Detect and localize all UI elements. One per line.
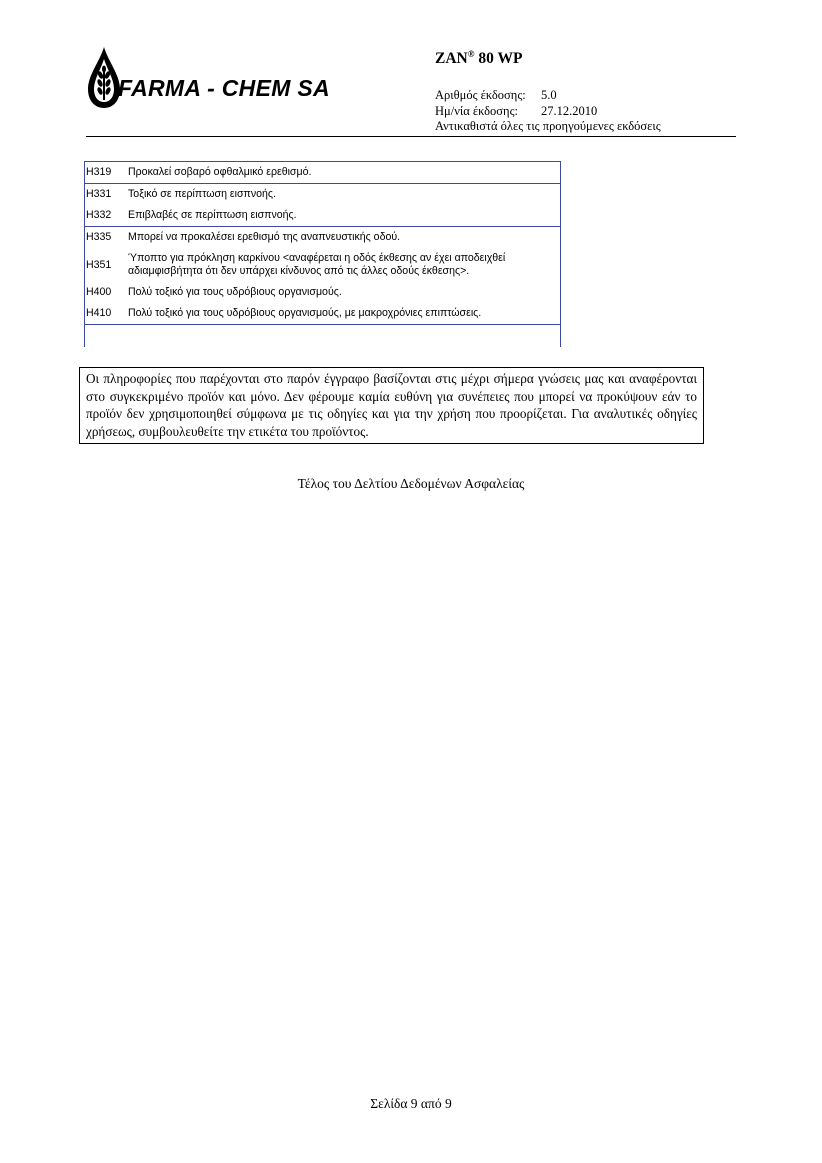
hazard-text: Ύποπτο για πρόκληση καρκίνου <αναφέρεται η οδός έκθεσης αν έχει αποδειχθεί αδιαμφισβήτητα ότι δεν υπάρχει κίνδυνος από τις άλλες οδούς έκθεσης>.	[128, 252, 506, 277]
table-row	[84, 303, 560, 325]
end-of-document-text: Τέλος του Δελτίου Δεδομένων Ασφαλείας	[297, 476, 525, 491]
table-row	[84, 227, 560, 249]
product-name: ZAN	[435, 50, 468, 68]
table-row	[84, 248, 560, 282]
hazard-code: H335	[86, 231, 112, 243]
hazard-text: Πολύ τοξικό για τους υδρόβιους οργανισμούς.	[128, 286, 342, 298]
date-value: 27.12.2010	[541, 103, 598, 118]
hazard-text: Προκαλεί σοβαρό οφθαλμικό ερεθισμό.	[126, 162, 560, 184]
supersedes-note: Αντικαθιστά όλες τις προηγούμενες εκδόσεις	[435, 119, 661, 133]
company-name: FARMA - CHEM SA	[118, 75, 330, 101]
hazard-text: Τοξικό σε περίπτωση εισπνοής.	[128, 188, 276, 200]
header-divider	[86, 136, 736, 137]
revision-value: 5.0	[541, 88, 557, 102]
registered-mark: ®	[467, 49, 475, 59]
date-label: Ημ/νία έκδοσης:	[435, 103, 519, 118]
hazard-text: Μπορεί να προκαλέσει ερεθισμό της αναπνευστικής οδού.	[128, 231, 401, 243]
company-logo	[84, 45, 334, 113]
hazard-code: H351	[86, 258, 112, 271]
revision-row	[435, 88, 661, 104]
disclaimer-box: Οι πληροφορίες που παρέχονται στο παρόν έγγραφο βασίζονται στις μέχρι σήμερα γνώσεις μας και αναφέρονται στο συγκεκριμένο προϊόν και μόνο. Δεν φέρουμε καμία ευθύνη για συνέπειες που μπορεί να προκύψουν εάν το προϊόν δεν χρησιμοποιηθεί σύμφωνα με τις οδηγίες και για την χρήση που προορίζεται. Για αναλυτικές οδηγίες χρήσεως, συμβουλευθείτε την ετικέτα του προϊόντος.	[79, 367, 704, 444]
revision-label: Αριθμός έκδοσης:	[435, 88, 526, 102]
hazard-code: H332	[84, 205, 126, 227]
hazard-code: H331	[86, 188, 112, 200]
date-row	[435, 104, 661, 120]
hazard-code: H319	[84, 162, 126, 184]
table-row	[84, 184, 560, 206]
hazard-code: H400	[86, 286, 112, 298]
hazard-statements-table	[84, 161, 560, 325]
table-row	[84, 162, 560, 184]
hazard-text: Επιβλαβές σε περίπτωση εισπνοής.	[126, 205, 560, 227]
table-row	[84, 205, 560, 227]
product-title	[435, 49, 522, 68]
table-row	[84, 282, 560, 303]
document-meta	[435, 88, 661, 135]
page-number: Σελίδα 9 από 9	[370, 1096, 452, 1111]
product-suffix: 80 WP	[478, 50, 523, 68]
hazard-code: H410	[84, 303, 126, 325]
hazard-text: Πολύ τοξικό για τους υδρόβιους οργανισμούς, με μακροχρόνιες επιπτώσεις.	[126, 303, 560, 325]
